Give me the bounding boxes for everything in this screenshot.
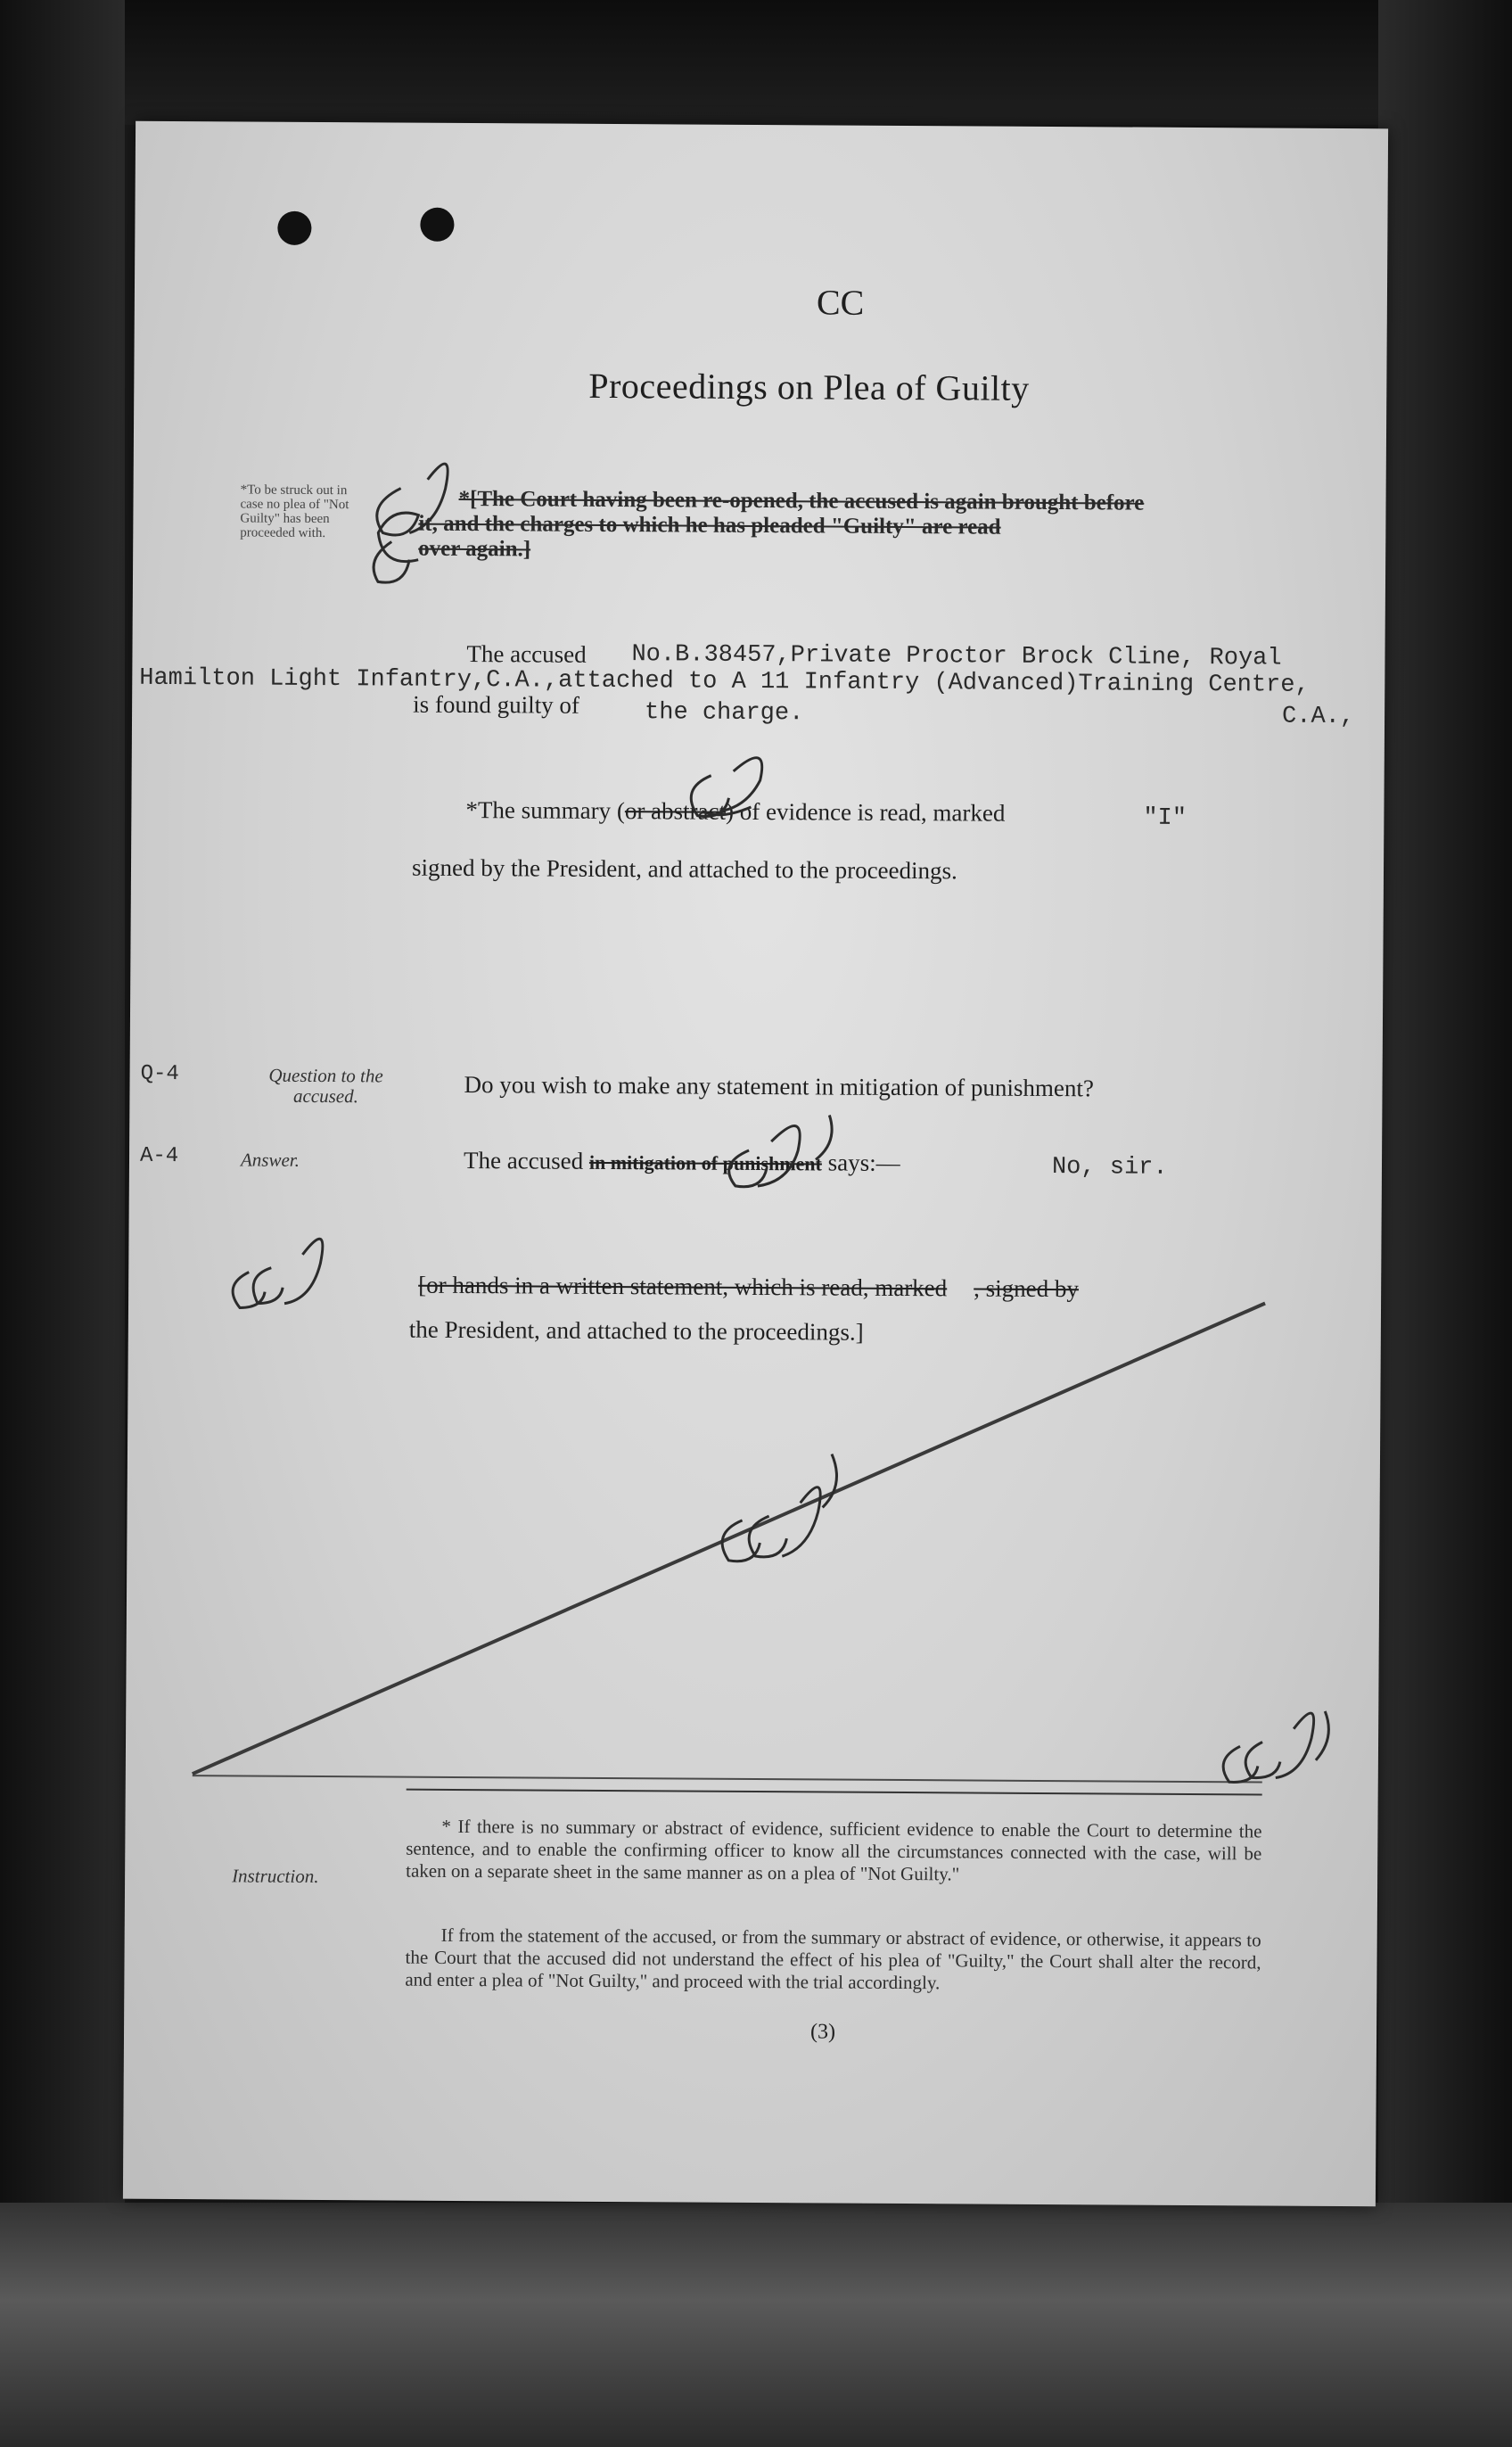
question-text: Do you wish to make any statement in mitigation of punishment?	[464, 1071, 1095, 1102]
instruction-paragraph-2: If from the statement of the accused, or from the summary or abstract of evidence, or otherwise, it appears to the Court that the accused did not understand the effect of his plea of "Guilty," the Court shall alter the record, and enter a plea of "Not Guilty," and proceed with the trial accordingly.	[405, 1924, 1261, 1994]
signature-initials-top	[374, 464, 448, 583]
question-label: Question to the accused.	[268, 1064, 383, 1108]
page-title: Proceedings on Plea of Guilty	[588, 365, 1030, 408]
question-number: Q-4	[140, 1061, 179, 1087]
summary-start: *The summary (	[465, 796, 625, 825]
answer-says: says:—	[827, 1149, 900, 1176]
summary-line-2: signed by the President, and attached to the proceedings.	[411, 853, 957, 885]
scan-frame-left	[0, 0, 125, 2447]
summary-end: ) of evidence is read, marked	[725, 797, 1006, 827]
diagonal-cancel-line	[193, 1297, 1265, 1780]
accused-identity-line-2: Hamilton Light Infantry,C.A.,attached to A 11 Infantry (Advanced)Training Centre,	[139, 664, 1310, 699]
answer-struck: in mitigation of punishment	[588, 1150, 822, 1175]
written-statement-text: [or hands in a written statement, which is read, marked	[418, 1271, 948, 1302]
signature-initials-answer	[729, 1115, 833, 1188]
summary-struck-word: or abstract	[624, 797, 727, 825]
signature-initials-written	[233, 1239, 323, 1308]
struck-line-2: it, and the charges to which he has pleaded "Guilty" are read	[418, 511, 1001, 540]
page-number: (3)	[809, 2020, 836, 2044]
answer-prefix: The accused	[463, 1146, 584, 1174]
written-statement-end: , signed by	[974, 1274, 1080, 1303]
instruction-label: Instruction.	[232, 1865, 319, 1888]
document-sheet	[123, 121, 1388, 2207]
scan-frame-bottom	[0, 2203, 1512, 2447]
answer-response: No, sir.	[1051, 1154, 1168, 1182]
struck-line-3: over again.]	[418, 536, 531, 562]
scan-frame-top	[0, 0, 1512, 125]
signature-initials-summary	[691, 757, 762, 817]
answer-number: A-4	[139, 1143, 179, 1169]
typed-charge: the charge.	[644, 699, 804, 728]
written-statement-line-2: the President, and attached to the proceedings.]	[408, 1315, 864, 1346]
form-code: CC	[816, 282, 865, 323]
instruction-paragraph-1: * If there is no summary or abstract of evidence, sufficient evidence to enable the Court to determine the sentence, and to enable the confirming officer to know all the circumstances connected with the case, will be taken on a separate sheet in the same manner as on a plea of "Not Guilty."	[406, 1815, 1262, 1885]
typed-ca: C.A.,	[1281, 703, 1355, 731]
label-accused: The accused	[466, 640, 587, 668]
label-found-guilty: is found guilty of	[413, 690, 579, 719]
summary-mark: "I"	[1143, 804, 1187, 832]
scan-frame-right	[1378, 0, 1512, 2447]
signature-initials-bottom	[1223, 1710, 1328, 1783]
accused-identity-line-1: No.B.38457,Private Proctor Brock Cline, Royal	[631, 641, 1282, 672]
answer-label: Answer.	[240, 1149, 300, 1171]
margin-note: *To be struck out in case no plea of "Not Guilty" has been proceeded with.	[240, 482, 349, 541]
bottom-rule-line	[193, 1776, 1262, 1782]
signature-initials-diagonal	[722, 1454, 837, 1562]
struck-line-1: *[The Court having been re-opened, the accused is again brought before	[458, 486, 1145, 515]
handwriting-overlay	[123, 121, 1388, 2207]
